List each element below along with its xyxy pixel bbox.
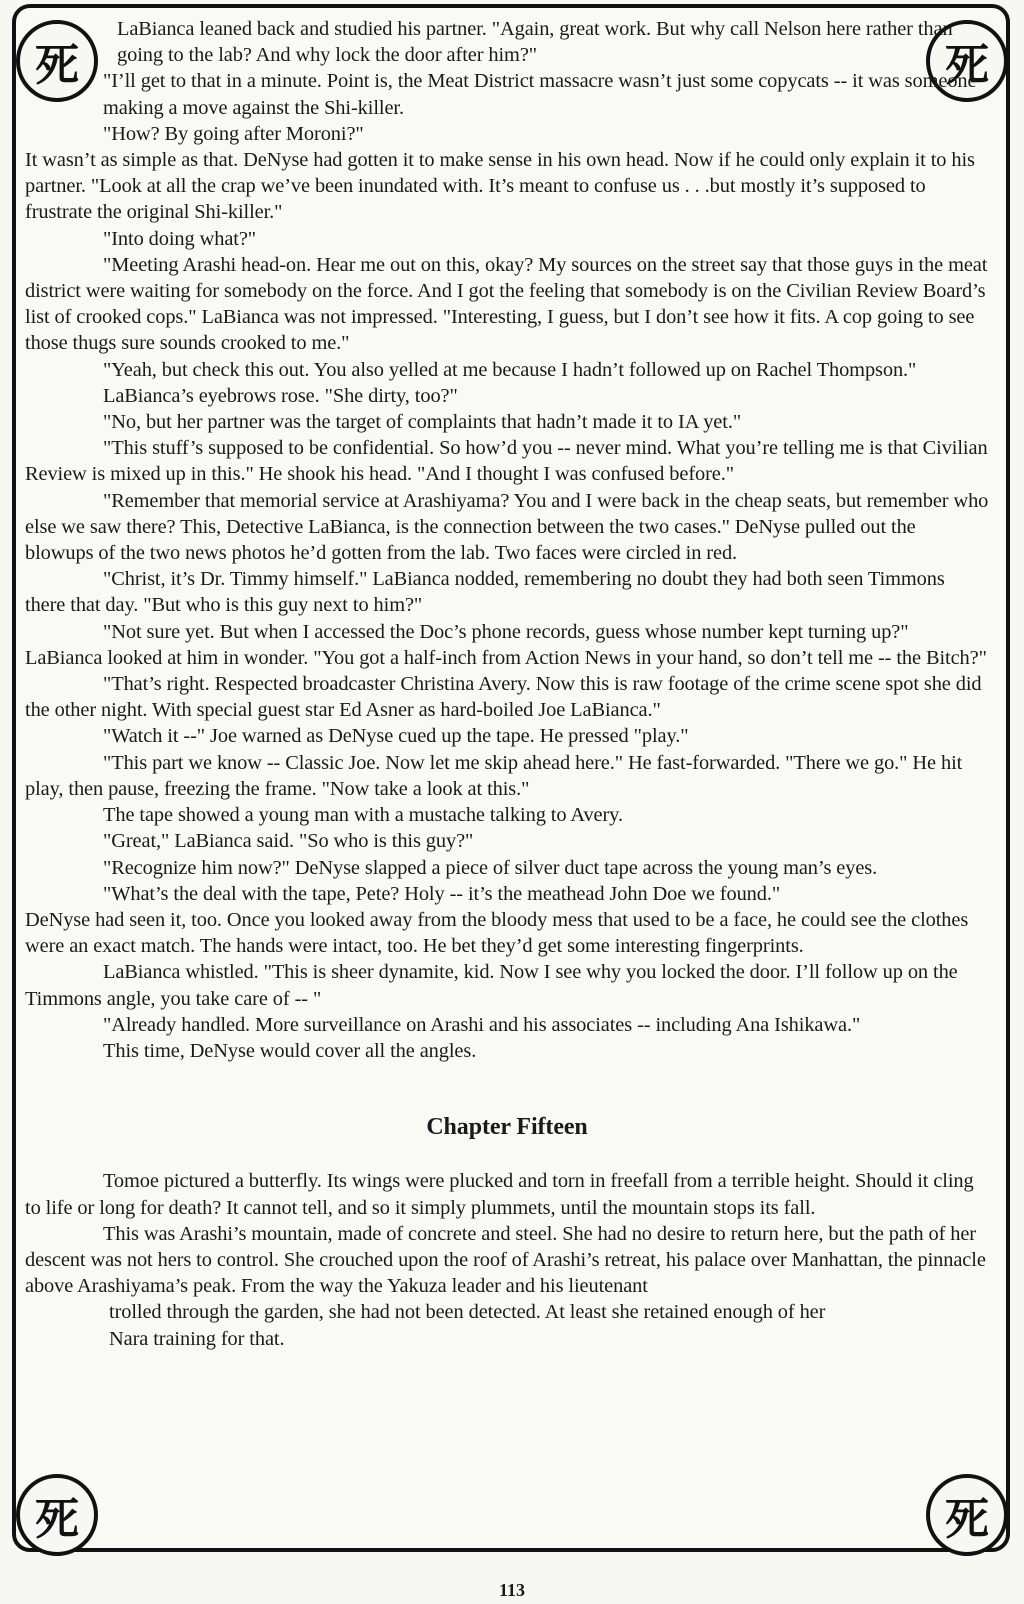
paragraph: This was Arashi’s mountain, made of concrete and steel. She had no desire to return here, but the path of her descent was not hers to control. She crouched upon the roof of Arashi’s retreat, his palace over Manhattan, the pinnacle above Arashiyama’s peak. From the way the Yakuza leader and his lieutenant	[25, 1222, 986, 1298]
paragraph: "How? By going after Moroni?"	[103, 122, 364, 145]
kanji-corner-bottom-left: 死	[16, 1474, 98, 1556]
paragraph: "Into doing what?"	[103, 227, 257, 250]
paragraph: "Recognize him now?" DeNyse slapped a piece of silver duct tape across the young man’s eyes.	[103, 856, 878, 879]
paragraph: DeNyse had seen it, too. Once you looked away from the bloody mess that used to be a face, he could see the clothes were an exact match. The hands were intact, too. He bet they’d get some interesting fingerprints.	[25, 908, 969, 958]
paragraph: LaBianca looked at him in wonder. "You got a half-inch from Action News in your hand, so don’t tell me -- the Bitch?"	[25, 646, 987, 669]
paragraph: "Great," LaBianca said. "So who is this guy?"	[103, 830, 474, 853]
paragraph: "No, but her partner was the target of complaints that hadn’t made it to IA yet."	[103, 411, 742, 434]
paragraph-line: trolled through the garden, she had not been detected. At least she retained enough of her	[109, 1301, 826, 1324]
paragraph: The tape showed a young man with a mustache talking to Avery.	[103, 804, 623, 827]
paragraph: LaBianca’s eyebrows rose. "She dirty, too?"	[103, 384, 458, 407]
paragraph: "That’s right. Respected broadcaster Christina Avery. Now this is raw footage of the crime scene spot she did the other night. With special guest star Ed Asner as hard-boiled Joe LaBianca."	[25, 673, 982, 722]
paragraph: It wasn’t as simple as that. DeNyse had gotten it to make sense in his own head. Now if he could only explain it to his partner. "Look at all the crap we’ve been inundated with. It’s meant to confuse us . . .but mostly it’s supposed to frustrate the original Shi-killer."	[25, 149, 975, 224]
paragraph: "I’ll get to that in a minute. Point is, the Meat District massacre wasn’t just some copycats -- it was someone making a move against the Shi-killer.	[103, 70, 977, 119]
paragraph: "This part we know -- Classic Joe. Now let me skip ahead here." He fast-forwarded. "There we go." He hit play, then pause, freezing the frame. "Now take a look at this."	[25, 751, 963, 800]
paragraph: "Yeah, but check this out. You also yelled at me because I hadn’t followed up on Rachel Thompson."	[103, 358, 917, 381]
paragraph: "Already handled. More surveillance on Arashi and his associates -- including Ana Ishikawa."	[103, 1013, 861, 1036]
paragraph: "What’s the deal with the tape, Pete? Holy -- it’s the meathead John Doe we found."	[103, 882, 781, 905]
paragraph: LaBianca leaned back and studied his partner. "Again, great work. But why call Nelson here rather than going to the lab? And why lock the door after him?"	[117, 18, 953, 67]
kanji-corner-bottom-right: 死	[926, 1474, 1008, 1556]
paragraph: Tomoe pictured a butterfly. Its wings were plucked and torn in freefall from a terrible height. Should it cling to life or long for death? It cannot tell, and so it simply plummets, until the mountain stops its fall.	[25, 1170, 974, 1219]
body-text	[25, 16, 989, 1352]
page-number: 113	[498, 1580, 525, 1600]
chapter-heading: Chapter Fifteen	[426, 1114, 588, 1141]
kanji-corner-top-left: 死	[16, 20, 98, 102]
paragraph: "Watch it --" Joe warned as DeNyse cued up the tape. He pressed "play."	[103, 725, 689, 748]
paragraph: "Not sure yet. But when I accessed the Doc’s phone records, guess whose number kept turning up?"	[103, 620, 909, 643]
kanji-corner-top-right: 死	[926, 20, 1008, 102]
paragraph: "Christ, it’s Dr. Timmy himself." LaBianca nodded, remembering no doubt they had both seen Timmons there that day. "But who is this guy next to him?"	[25, 568, 945, 617]
paragraph: "Remember that memorial service at Arashiyama? You and I were back in the cheap seats, but remember who else we saw there? This, Detective LaBianca, is the connection between the two cases." DeNyse pulled out the blowups of the two news photos he’d gotten from the lab. Two faces were circled in red.	[25, 489, 989, 565]
paragraph: "Meeting Arashi head-on. Hear me out on this, okay? My sources on the street say that those guys in the meat district were waiting for somebody on the force. And I got the feeling that somebody is on the Civilian Review Board’s list of crooked cops." LaBianca was not impressed. "Interesting, I guess, but I don’t see how it fits. A cop going to see those thugs sure sounds crooked to me."	[25, 253, 988, 355]
paragraph-line: Nara training for that.	[109, 1327, 285, 1350]
paragraph: "This stuff’s supposed to be confidential. So how’d you -- never mind. What you’re telling me is that Civilian Review is mixed up in this." He shook his head. "And I thought I was confused before."	[25, 437, 988, 486]
paragraph: LaBianca whistled. "This is sheer dynamite, kid. Now I see why you locked the door. I’ll follow up on the Timmons angle, you take care of -- "	[25, 961, 958, 1010]
paragraph: This time, DeNyse would cover all the angles.	[103, 1039, 477, 1062]
